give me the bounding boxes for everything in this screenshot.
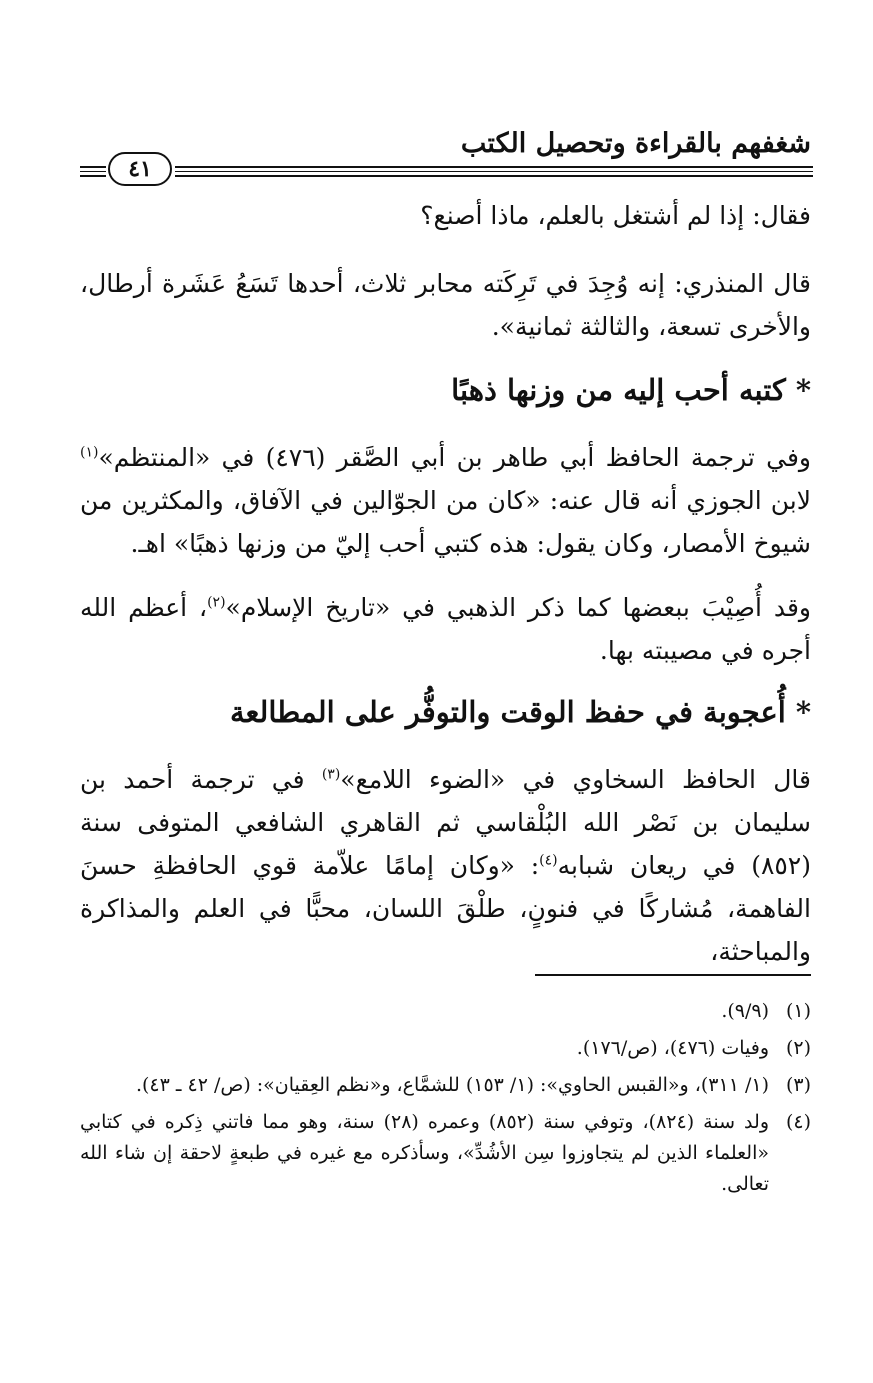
footnotes [80, 996, 811, 1206]
footnote [80, 1107, 811, 1200]
header-rule [175, 171, 813, 172]
paragraph-text: لابن الجوزي أنه قال عنه: «كان من الجوّالين في الآفاق، والمكثرين من شيوخ الأمصار، وكان يقول: هذه كتبي أحب إليّ من وزنها ذهبًا» اهـ. [80, 486, 811, 558]
footnote-number: (١) [785, 1000, 811, 1022]
footnote-text: (٩/٩). [721, 1000, 769, 1022]
header-rule [175, 175, 813, 177]
paragraph-text: ، أعظم الله أجره في مصيبته بها. [80, 593, 811, 665]
header-rule-left [80, 175, 106, 177]
paragraph-1 [80, 194, 811, 237]
paragraph-text: في ترجمة أحمد بن سليمان بن نَصْر الله البُلْقاسي ثم القاهري الشافعي المتوفى سنة (٨٥٢) في ريعان شبابه [80, 765, 812, 880]
asterisk-icon: * [795, 695, 811, 729]
paragraph-text: وقد أُصِيْبَ ببعضها كما ذكر الذهبي في «تاريخ الإسلام» [225, 593, 811, 622]
footnote-ref: (٢) [207, 594, 226, 611]
paragraph-text: قال الحافظ السخاوي في «الضوء اللامع» [340, 765, 811, 794]
footnote-ref: (٤) [539, 852, 558, 869]
paragraph-5 [80, 758, 811, 973]
paragraph-3 [80, 436, 811, 565]
paragraph-text: : «وكان إمامًا علاّمة قوي الحافظةِ حسنَ الفاهمة، مُشاركًا في فنونٍ، طلْقَ اللسان، محبًّا في العلم والمذاكرة والمباحثة، [80, 851, 811, 966]
footnote-text: (١/ ٣١١)، و«القبس الحاوي»: (١/ ١٥٣) للشمَّاع، و«نظم العِقيان»: (ص/ ٤٢ ـ ٤٣). [135, 1074, 769, 1096]
running-title: شغفهم بالقراءة وتحصيل الكتب [460, 128, 811, 159]
footnote [80, 996, 811, 1027]
paragraph-text: قال المنذري: إنه وُجِدَ في تَرِكَته محابر ثلاث، أحدها تَسَعُ عَشَرة أرطال، والأخرى تسعة، والثالثة ثمانية». [80, 269, 811, 341]
footnote [80, 1033, 811, 1064]
footnote-text: ولد سنة (٨٢٤)، وتوفي سنة (٨٥٢) وعمره (٢٨) سنة، وهو مما فاتني ذِكره في كتابي «العلماء الذين لم يتجاوزوا سِن الأشُدِّ»، وسأذكره مع غيره في طبعةٍ لاحقة إن شاء الله تعالى. [80, 1111, 769, 1195]
header-rule-left [80, 166, 106, 168]
section-heading-1 [80, 368, 811, 412]
paragraph-2 [80, 262, 811, 348]
page-number: ٤١ [108, 152, 172, 186]
header-rule-left [80, 171, 106, 172]
footnote-text: وفيات (٤٧٦)، (ص/١٧٦). [576, 1037, 769, 1059]
footnote [80, 1070, 811, 1101]
footnote-ref: (١) [80, 444, 99, 461]
paragraph-text: وفي ترجمة الحافظ أبي طاهر بن أبي الصَّقر (٤٧٦) في «المنتظم» [98, 443, 811, 472]
header-rule [175, 166, 813, 168]
paragraph-4 [80, 586, 811, 672]
footnote-number: (٣) [785, 1074, 811, 1096]
footnote-ref: (٣) [321, 766, 341, 783]
paragraph-text: فقال: إذا لم أشتغل بالعلم، ماذا أصنع؟ [420, 201, 811, 230]
asterisk-icon: * [795, 373, 811, 407]
heading-text: أُعجوبة في حفظ الوقت والتوفُّر على المطالعة [229, 695, 786, 729]
footnote-number: (٤) [785, 1111, 811, 1133]
heading-text: كتبه أحب إليه من وزنها ذهبًا [451, 373, 786, 407]
section-heading-2 [80, 690, 811, 734]
footnote-separator [535, 974, 811, 976]
footnote-number: (٢) [785, 1037, 811, 1059]
